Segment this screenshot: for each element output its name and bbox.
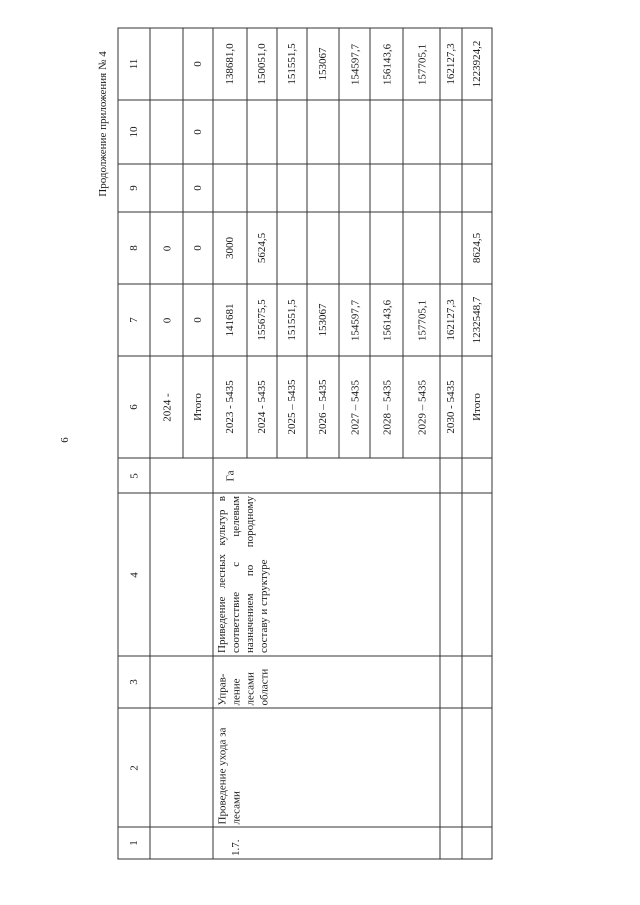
year-row-7-total: 162127,3: [445, 299, 457, 341]
page-number: 6: [59, 437, 71, 443]
year-row-2-col11: 151551,5: [286, 43, 298, 85]
year-row-6-period: 2029 – 5435: [415, 379, 428, 435]
total-row-label: Итого: [471, 393, 483, 421]
header-col-4: 4: [128, 571, 140, 578]
header-col-11: 11: [128, 58, 140, 70]
year-row-4-total: 154597,7: [348, 299, 361, 341]
year-row-2-total: 151551,5: [286, 299, 298, 341]
year-row-4-col11: 154597,7: [348, 43, 361, 85]
prev-row-0-col9: [152, 167, 181, 209]
year-row-7-period: 2030 - 5435: [445, 380, 457, 434]
prev-row-1-col9: 0: [192, 185, 204, 191]
year-row-1-total: 155675,5: [256, 299, 268, 341]
year-row-5-total: 156143,6: [380, 299, 393, 341]
prev-row-1-col6: Итого: [192, 393, 204, 421]
header-col-5: 5: [128, 472, 140, 479]
year-row-1-col8: 5624,5: [256, 232, 268, 264]
year-row-3-col11: 153067: [317, 47, 329, 81]
header-col-3: 3: [128, 679, 140, 685]
year-row-0-period: 2023 - 5435: [224, 380, 236, 434]
header-col-7: 7: [128, 317, 140, 323]
year-row-0-total: 141681: [224, 303, 236, 337]
item-indicator: Приведение лесных культур в соответствие с целевым назначением по породному составу и структуре: [216, 496, 270, 653]
year-row-5-col11: 156143,6: [380, 43, 393, 85]
item-number: 1.7.: [230, 839, 242, 856]
prev-row-1-col11: 0: [192, 61, 204, 67]
total-row-col7: 1232548,7: [471, 296, 483, 344]
year-row-0-col8: 3000: [224, 237, 236, 259]
year-row-1-col11: 150051,0: [256, 43, 268, 85]
prev-row-1-col8: 0: [192, 245, 204, 251]
header-col-8: 8: [128, 245, 140, 251]
prev-row-0-col11: [152, 31, 181, 97]
prev-row-0-col8: 0: [160, 245, 173, 251]
total-row-col8: 8624,5: [471, 232, 483, 264]
year-row-4-period: 2027 – 5435: [348, 379, 361, 435]
year-row-6-col11: 157705,1: [415, 43, 428, 85]
prev-row-0-col10: [152, 103, 181, 161]
year-row-3-period: 2026 – 5435: [317, 379, 329, 435]
item-executor: Управ-ление лесами области: [216, 668, 270, 705]
prev-row-1-col7: 0: [192, 317, 204, 323]
header-col-2: 2: [128, 764, 140, 771]
prev-row-0-col7: 0: [160, 317, 173, 323]
year-row-2-period: 2025 – 5435: [286, 379, 298, 435]
total-row-col11: 1223924,2: [471, 40, 483, 88]
header-col-6: 6: [128, 404, 140, 410]
year-row-1-period: 2024 - 5435: [256, 380, 268, 434]
header-col-10: 10: [128, 126, 140, 138]
year-row-6-total: 157705,1: [415, 299, 428, 341]
item-unit: Га: [224, 470, 236, 481]
item-name: Проведение ухода за лесами: [216, 727, 242, 824]
continuation-title: Продолжение приложения № 4: [97, 51, 109, 197]
year-row-5-period: 2028 – 5435: [380, 379, 393, 435]
prev-row-0-col6: 2024 -: [160, 392, 173, 422]
year-row-7-col11: 162127,3: [445, 43, 457, 85]
header-col-1: 1: [128, 840, 140, 846]
year-row-0-col11: 138681,0: [224, 43, 236, 85]
header-col-9: 9: [128, 185, 140, 191]
prev-row-1-col10: 0: [192, 129, 204, 135]
year-row-3-total: 153067: [317, 303, 329, 337]
